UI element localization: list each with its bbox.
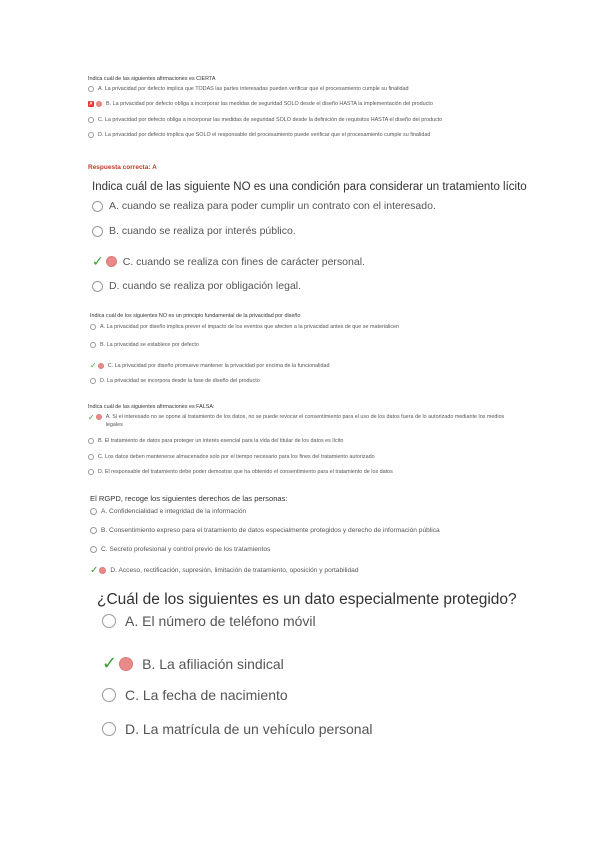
radio-button[interactable] (88, 132, 94, 138)
question-4-option-d[interactable]: D. El responsable del tratamiento debe poder demostrar que ha obtenido el consentimiento para el tratamiento de los datos (88, 469, 393, 475)
question-1-option-c[interactable]: C. La privacidad por defecto obliga a incorporar las medidas de seguridad SOLO desde la definición de requisitos HASTA el diseño del producto (88, 117, 442, 123)
question-1-option-b[interactable]: ✗ B. La privacidad por defecto obliga a incorporar las medidas de seguridad SOLO desde el diseño HASTA la implementación del producto (88, 101, 433, 107)
radio-button[interactable] (88, 438, 94, 444)
question-5-option-d[interactable]: ✓ D. Acceso, rectificación, supresión, limitación de tratamiento, oposición y portabilidad (90, 565, 359, 576)
question-5-option-b[interactable]: B. Consentimiento expreso para el tratamiento de datos especialmente protegidos y derecho de información pública (90, 527, 440, 534)
check-icon: ✓ (88, 413, 95, 422)
radio-button[interactable] (90, 527, 97, 534)
radio-button-selected[interactable] (106, 256, 117, 267)
radio-button[interactable] (102, 688, 116, 702)
question-6-option-c[interactable]: C. La fecha de nacimiento (102, 687, 288, 703)
radio-button[interactable] (88, 117, 94, 123)
radio-button[interactable] (88, 454, 94, 460)
question-1-option-a[interactable]: A. La privacidad por defecto implica que TODAS las partes interesadas pueden verificar que el procesamiento cumple su finalidad (88, 86, 409, 92)
question-5-title: El RGPD, recoge los siguientes derechos de las personas: (90, 494, 288, 503)
question-4-option-b[interactable]: B. El tratamiento de datos para proteger un interés esencial para la vida del titular de los datos es lícito (88, 438, 343, 444)
radio-button[interactable] (102, 614, 116, 628)
radio-button[interactable] (90, 546, 97, 553)
question-2-title: Indica cuál de las siguiente NO es una condición para considerar un tratamiento lícito (92, 181, 527, 193)
radio-button-selected[interactable] (98, 363, 104, 369)
radio-button[interactable] (92, 226, 103, 237)
radio-button[interactable] (92, 281, 103, 292)
question-3-option-c[interactable]: ✓ C. La privacidad por diseño promueve mantener la privacidad por encima de la funcionalidad (90, 361, 330, 370)
question-4-option-c[interactable]: C. Los datos deben mantenerse almacenados solo por el tiempo necesario para los fines del tratamiento autorizado (88, 454, 375, 460)
question-3-option-a[interactable]: A. La privacidad por diseño implica prever el impacto de los eventos que afecten a la privacidad antes de que se materialicen (90, 324, 399, 330)
question-1-option-d[interactable]: D. La privacidad por defecto implica que SOLO el responsable del procesamiento puede verificar que el procesamiento cumple su finalidad (88, 132, 430, 138)
check-icon: ✓ (92, 253, 104, 269)
question-6-option-b[interactable]: ✓ B. La afiliación sindical (102, 653, 284, 673)
question-3-option-b[interactable]: B. La privacidad se establece por defecto (90, 342, 199, 348)
question-4-title: Indica cuál de las siguientes afirmaciones es FALSA: (88, 404, 215, 410)
question-2-option-d[interactable]: D. cuando se realiza por obligación legal. (92, 280, 301, 292)
correct-answer: Respuesta correcta: A (88, 164, 157, 171)
radio-button-selected[interactable] (96, 414, 102, 420)
radio-button[interactable] (90, 342, 96, 348)
radio-button-selected[interactable] (99, 567, 106, 574)
radio-button[interactable] (90, 508, 97, 515)
question-4-option-a[interactable]: ✓ A. Si el interesado no se opone al tratamiento de los datos, no se puede revocar el consentimiento para el uso de los datos fuera de lo autorizado mediante los medios legales (88, 413, 505, 428)
question-5-option-c[interactable]: C. Secreto profesional y control previo de los tratamientos (90, 546, 270, 553)
radio-button-selected[interactable] (119, 657, 133, 671)
question-3-title: Indica cuál de los siguientes NO es un principio fundamental de la privacidad por diseño (90, 313, 301, 319)
radio-button[interactable] (88, 469, 94, 475)
question-6-option-d[interactable]: D. La matrícula de un vehículo personal (102, 721, 372, 737)
check-icon: ✓ (90, 565, 99, 576)
radio-button[interactable] (90, 324, 96, 330)
question-6-title: ¿Cuál de los siguientes es un dato especialmente protegido? (97, 591, 517, 608)
question-2-option-b[interactable]: B. cuando se realiza por interés público. (92, 225, 296, 237)
radio-button[interactable] (102, 722, 116, 736)
radio-button[interactable] (90, 378, 96, 384)
radio-button-selected[interactable] (96, 101, 102, 107)
question-2-option-c[interactable]: ✓ C. cuando se realiza con fines de carácter personal. (92, 253, 365, 269)
question-6-option-a[interactable]: A. El número de teléfono móvil (102, 613, 316, 629)
cross-icon: ✗ (88, 101, 94, 107)
radio-button[interactable] (92, 201, 103, 212)
question-1-title: Indica cuál de las siguientes afirmaciones es CIERTA (88, 76, 216, 82)
radio-button[interactable] (88, 86, 94, 92)
question-2-option-a[interactable]: A. cuando se realiza para poder cumplir un contrato con el interesado. (92, 200, 436, 212)
check-icon: ✓ (102, 653, 118, 673)
question-5-option-a[interactable]: A. Confidencialidad e integridad de la información (90, 508, 246, 515)
question-3-option-d[interactable]: D. La privacidad se incorpora desde la fase de diseño del producto (90, 378, 260, 384)
check-icon: ✓ (90, 361, 97, 370)
